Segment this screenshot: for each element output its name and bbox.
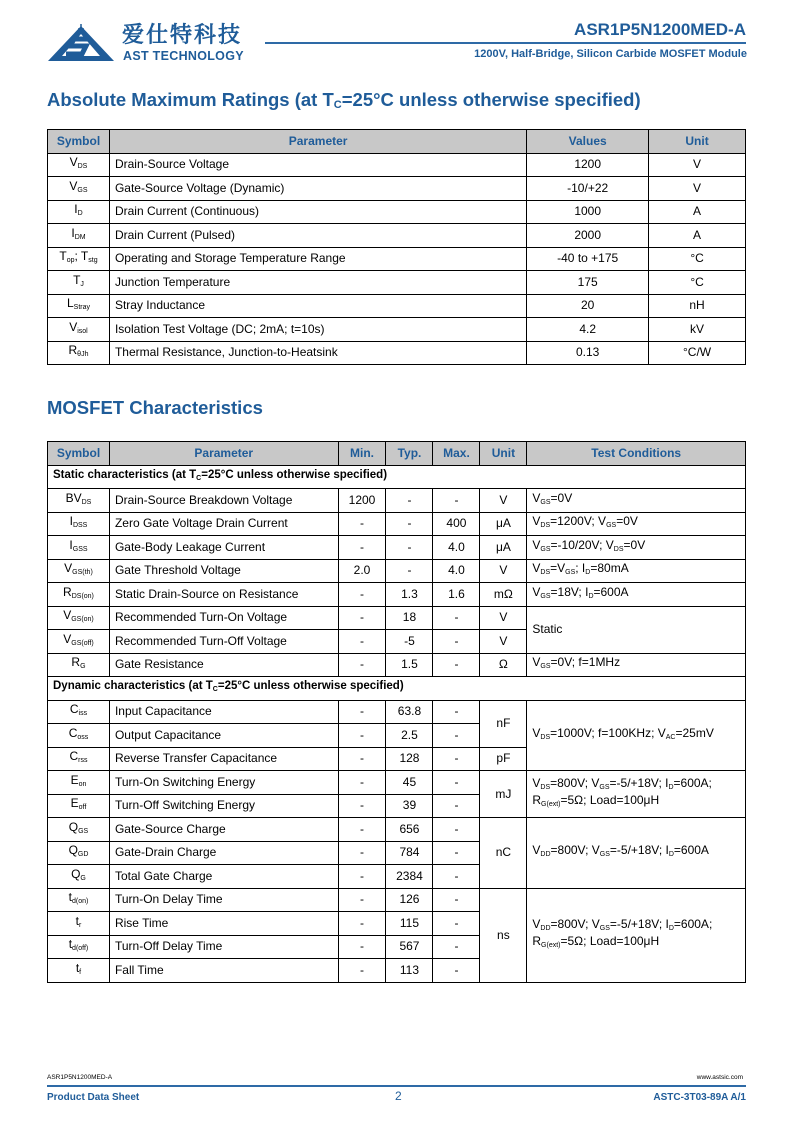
amr-header-row [48,130,746,154]
footer-part-number: ASR1P5N1200MED-A [47,1074,113,1081]
max-cell: - [433,606,480,630]
parameter-cell: Zero Gate Voltage Drain Current [109,512,338,536]
max-cell: - [433,959,480,983]
symbol-cell: $t_r$ [48,912,110,936]
page-number: 2 [395,1089,402,1103]
typ-cell: 784 [386,841,433,865]
unit-cell: μA [480,512,527,536]
table-row [48,489,746,513]
symbol-cell: $C_{oss}$ [48,724,110,748]
max-cell: - [433,630,480,654]
symbol-cell: $V_{isol}$ [48,318,110,342]
typ-cell: 18 [386,606,433,630]
footer-doc-type: Product Data Sheet [47,1092,140,1103]
table-row [48,177,746,201]
unit-cell: nC [480,818,527,889]
min-cell: - [338,794,386,818]
test-condition-cell: $V_{GS}=0V$ [527,489,746,513]
symbol-cell: $I_D$ [48,200,110,224]
footer-doc-code: ASTC-3T03-89A A/1 [653,1092,746,1103]
unit-cell: V [480,559,527,583]
min-cell: - [338,959,386,983]
table-row [48,606,746,630]
unit-cell: V [649,153,746,177]
max-cell: - [433,912,480,936]
parameter-cell: Drain-Source Breakdown Voltage [109,489,338,513]
max-cell: - [433,700,480,724]
parameter-cell: Turn-On Delay Time [109,888,338,912]
max-cell: - [433,794,480,818]
value-cell: -10/+22 [527,177,649,201]
static-section-header [48,465,746,489]
max-cell: 1.6 [433,583,480,607]
max-cell: - [433,818,480,842]
product-subtitle: 1200V, Half-Bridge, Silicon Carbide MOSFET Module [474,48,747,60]
unit-cell: mJ [480,771,527,818]
test-condition-cell: $V_{DS}=1000V$; f=100KHz; $V_{AC}=25mV$ [527,700,746,771]
test-condition-cell: $V_{DS}=1200V$; $V_{GS}=0V$ [527,512,746,536]
unit-cell: ns [480,888,527,982]
col-symbol: Symbol [48,130,110,154]
table-row [48,341,746,365]
symbol-cell: $R_G$ [48,653,110,677]
symbol-cell: $T_J$ [48,271,110,295]
typ-cell: - [386,489,433,513]
parameter-cell: Rise Time [109,912,338,936]
parameter-cell: Gate-Body Leakage Current [109,536,338,560]
typ-cell: - [386,559,433,583]
company-name-cn: 爱仕特科技 [122,23,243,48]
unit-cell: V [649,177,746,201]
typ-cell: 567 [386,935,433,959]
company-name-en: AST TECHNOLOGY [123,49,244,63]
typ-cell: -5 [386,630,433,654]
parameter-cell: Fall Time [109,959,338,983]
table-row [48,153,746,177]
table-row [48,583,746,607]
symbol-cell: $V_{GS(off)}$ [48,630,110,654]
min-cell: - [338,818,386,842]
table-row [48,224,746,248]
min-cell: - [338,606,386,630]
col-parameter: Parameter [109,130,526,154]
col-min: Min. [338,442,386,466]
min-cell: - [338,935,386,959]
parameter-cell: Stray Inductance [109,294,526,318]
parameter-cell: Input Capacitance [109,700,338,724]
symbol-cell: $V_{DS}$ [48,153,110,177]
part-number: ASR1P5N1200MED-A [574,20,746,39]
typ-cell: 2.5 [386,724,433,748]
table-row [48,771,746,795]
unit-cell: A [649,200,746,224]
parameter-cell: Drain Current (Pulsed) [109,224,526,248]
min-cell: - [338,865,386,889]
test-condition-cell: $V_{DS}=800V$; $V_{GS}=-5/+18V$; $I_D=600A$; $R_{G(ext)}=5\Omega$; Load=100μH [527,771,746,818]
parameter-cell: Drain Current (Continuous) [109,200,526,224]
parameter-cell: Static Drain-Source on Resistance [109,583,338,607]
max-cell: - [433,841,480,865]
parameter-cell: Gate-Source Voltage (Dynamic) [109,177,526,201]
symbol-cell: $t_{d(on)}$ [48,888,110,912]
typ-cell: 39 [386,794,433,818]
parameter-cell: Gate-Drain Charge [109,841,338,865]
table-row [48,294,746,318]
min-cell: - [338,700,386,724]
unit-cell: pF [480,747,527,771]
value-cell: 1000 [527,200,649,224]
table-row [48,818,746,842]
value-cell: 20 [527,294,649,318]
col-typ: Typ. [386,442,433,466]
test-condition-cell: Static [527,606,746,653]
symbol-cell: $R_{\theta Jh}$ [48,341,110,365]
parameter-cell: Gate Threshold Voltage [109,559,338,583]
min-cell: - [338,912,386,936]
test-condition-cell: $V_{DD}=800V$; $V_{GS}=-5/+18V$; $I_D=600A$ [527,818,746,889]
ast-logo-icon [46,24,116,62]
unit-cell: μA [480,536,527,560]
unit-cell: V [480,630,527,654]
footer-rule [47,1085,746,1087]
max-cell: - [433,935,480,959]
max-cell: - [433,865,480,889]
symbol-cell: $Q_{GD}$ [48,841,110,865]
unit-cell: Ω [480,653,527,677]
min-cell: 2.0 [338,559,386,583]
mosfet-title: MOSFET Characteristics [47,397,263,418]
symbol-cell: $Q_G$ [48,865,110,889]
amr-title: Absolute Maximum Ratings (at $T_C=25^\circ C$ unless otherwise specified) [47,89,641,111]
symbol-cell: $t_{d(off)}$ [48,935,110,959]
col-symbol: Symbol [48,442,110,466]
parameter-cell: Operating and Storage Temperature Range [109,247,526,271]
col-max: Max. [433,442,480,466]
mosfet-header-row [48,442,746,466]
value-cell: 1200 [527,153,649,177]
table-row [48,271,746,295]
min-cell: - [338,888,386,912]
parameter-cell: Gate-Source Charge [109,818,338,842]
table-row [48,536,746,560]
typ-cell: - [386,512,433,536]
max-cell: 400 [433,512,480,536]
min-cell: - [338,771,386,795]
dynamic-section-label: Dynamic characteristics (at $T_C=25^\circ C$ unless otherwise specified) [48,677,746,701]
parameter-cell: Isolation Test Voltage (DC; 2mA; t=10s) [109,318,526,342]
parameter-cell: Output Capacitance [109,724,338,748]
dynamic-section-header [48,677,746,701]
typ-cell: 2384 [386,865,433,889]
parameter-cell: Total Gate Charge [109,865,338,889]
mosfet-table [47,441,746,983]
parameter-cell: Reverse Transfer Capacitance [109,747,338,771]
symbol-cell: $t_f$ [48,959,110,983]
min-cell: - [338,512,386,536]
max-cell: - [433,747,480,771]
typ-cell: 45 [386,771,433,795]
symbol-cell: $V_{GS(th)}$ [48,559,110,583]
typ-cell: 656 [386,818,433,842]
min-cell: 1200 [338,489,386,513]
table-row [48,559,746,583]
table-row [48,653,746,677]
parameter-cell: Recommended Turn-On Voltage [109,606,338,630]
test-condition-cell: $V_{GS}=18V$; $I_D=600A$ [527,583,746,607]
test-condition-cell: $V_{GS}=0V$; f=1MHz [527,653,746,677]
parameter-cell: Thermal Resistance, Junction-to-Heatsink [109,341,526,365]
parameter-cell: Turn-Off Switching Energy [109,794,338,818]
min-cell: - [338,724,386,748]
parameter-cell: Junction Temperature [109,271,526,295]
typ-cell: 1.5 [386,653,433,677]
test-condition-cell: $V_{GS}=-10/20V$; $V_{DS}=0V$ [527,536,746,560]
unit-cell: mΩ [480,583,527,607]
max-cell: - [433,489,480,513]
col-unit: Unit [649,130,746,154]
symbol-cell: $I_{DM}$ [48,224,110,248]
unit-cell: V [480,606,527,630]
unit-cell: °C/W [649,341,746,365]
symbol-cell: $I_{GSS}$ [48,536,110,560]
col-parameter: Parameter [109,442,338,466]
unit-cell: A [649,224,746,248]
max-cell: - [433,888,480,912]
typ-cell: 126 [386,888,433,912]
symbol-cell: $E_{off}$ [48,794,110,818]
unit-cell: nF [480,700,527,747]
unit-cell: °C [649,271,746,295]
table-row [48,247,746,271]
typ-cell: - [386,536,433,560]
min-cell: - [338,536,386,560]
unit-cell: °C [649,247,746,271]
col-unit: Unit [480,442,527,466]
test-condition-cell: $V_{DS}=V_{GS}$; $I_D=80mA$ [527,559,746,583]
value-cell: 0.13 [527,341,649,365]
parameter-cell: Recommended Turn-Off Voltage [109,630,338,654]
table-row [48,200,746,224]
min-cell: - [338,841,386,865]
symbol-cell: $C_{iss}$ [48,700,110,724]
typ-cell: 115 [386,912,433,936]
static-section-label: Static characteristics (at $T_C=25^\circ C$ unless otherwise specified) [48,465,746,489]
col-values: Values [527,130,649,154]
parameter-cell: Turn-Off Delay Time [109,935,338,959]
table-row [48,512,746,536]
symbol-cell: $R_{DS(on)}$ [48,583,110,607]
typ-cell: 63.8 [386,700,433,724]
max-cell: 4.0 [433,536,480,560]
min-cell: - [338,583,386,607]
min-cell: - [338,747,386,771]
max-cell: - [433,724,480,748]
unit-cell: V [480,489,527,513]
parameter-cell: Turn-On Switching Energy [109,771,338,795]
symbol-cell: $BV_{DS}$ [48,489,110,513]
min-cell: - [338,653,386,677]
amr-table [47,129,746,365]
col-test-conditions: Test Conditions [527,442,746,466]
header-rule [265,42,746,44]
table-row [48,318,746,342]
value-cell: 175 [527,271,649,295]
max-cell: - [433,771,480,795]
typ-cell: 113 [386,959,433,983]
min-cell: - [338,630,386,654]
symbol-cell: $V_{GS(on)}$ [48,606,110,630]
symbol-cell: $C_{rss}$ [48,747,110,771]
parameter-cell: Gate Resistance [109,653,338,677]
unit-cell: nH [649,294,746,318]
max-cell: 4.0 [433,559,480,583]
footer-website-link[interactable]: www.astsic.com [696,1074,743,1081]
symbol-cell: $Q_{GS}$ [48,818,110,842]
typ-cell: 1.3 [386,583,433,607]
value-cell: 4.2 [527,318,649,342]
symbol-cell: $I_{DSS}$ [48,512,110,536]
symbol-cell: $V_{GS}$ [48,177,110,201]
table-row [48,700,746,724]
parameter-cell: Drain-Source Voltage [109,153,526,177]
symbol-cell: $L_{Stray}$ [48,294,110,318]
value-cell: 2000 [527,224,649,248]
symbol-cell: $E_{on}$ [48,771,110,795]
table-row [48,888,746,912]
symbol-cell: $T_{op}$; $T_{stg}$ [48,247,110,271]
typ-cell: 128 [386,747,433,771]
value-cell: -40 to +175 [527,247,649,271]
unit-cell: kV [649,318,746,342]
test-condition-cell: $V_{DD}=800V$; $V_{GS}=-5/+18V$; $I_D=600A$; $R_{G(ext)}=5\Omega$; Load=100μH [527,888,746,982]
max-cell: - [433,653,480,677]
